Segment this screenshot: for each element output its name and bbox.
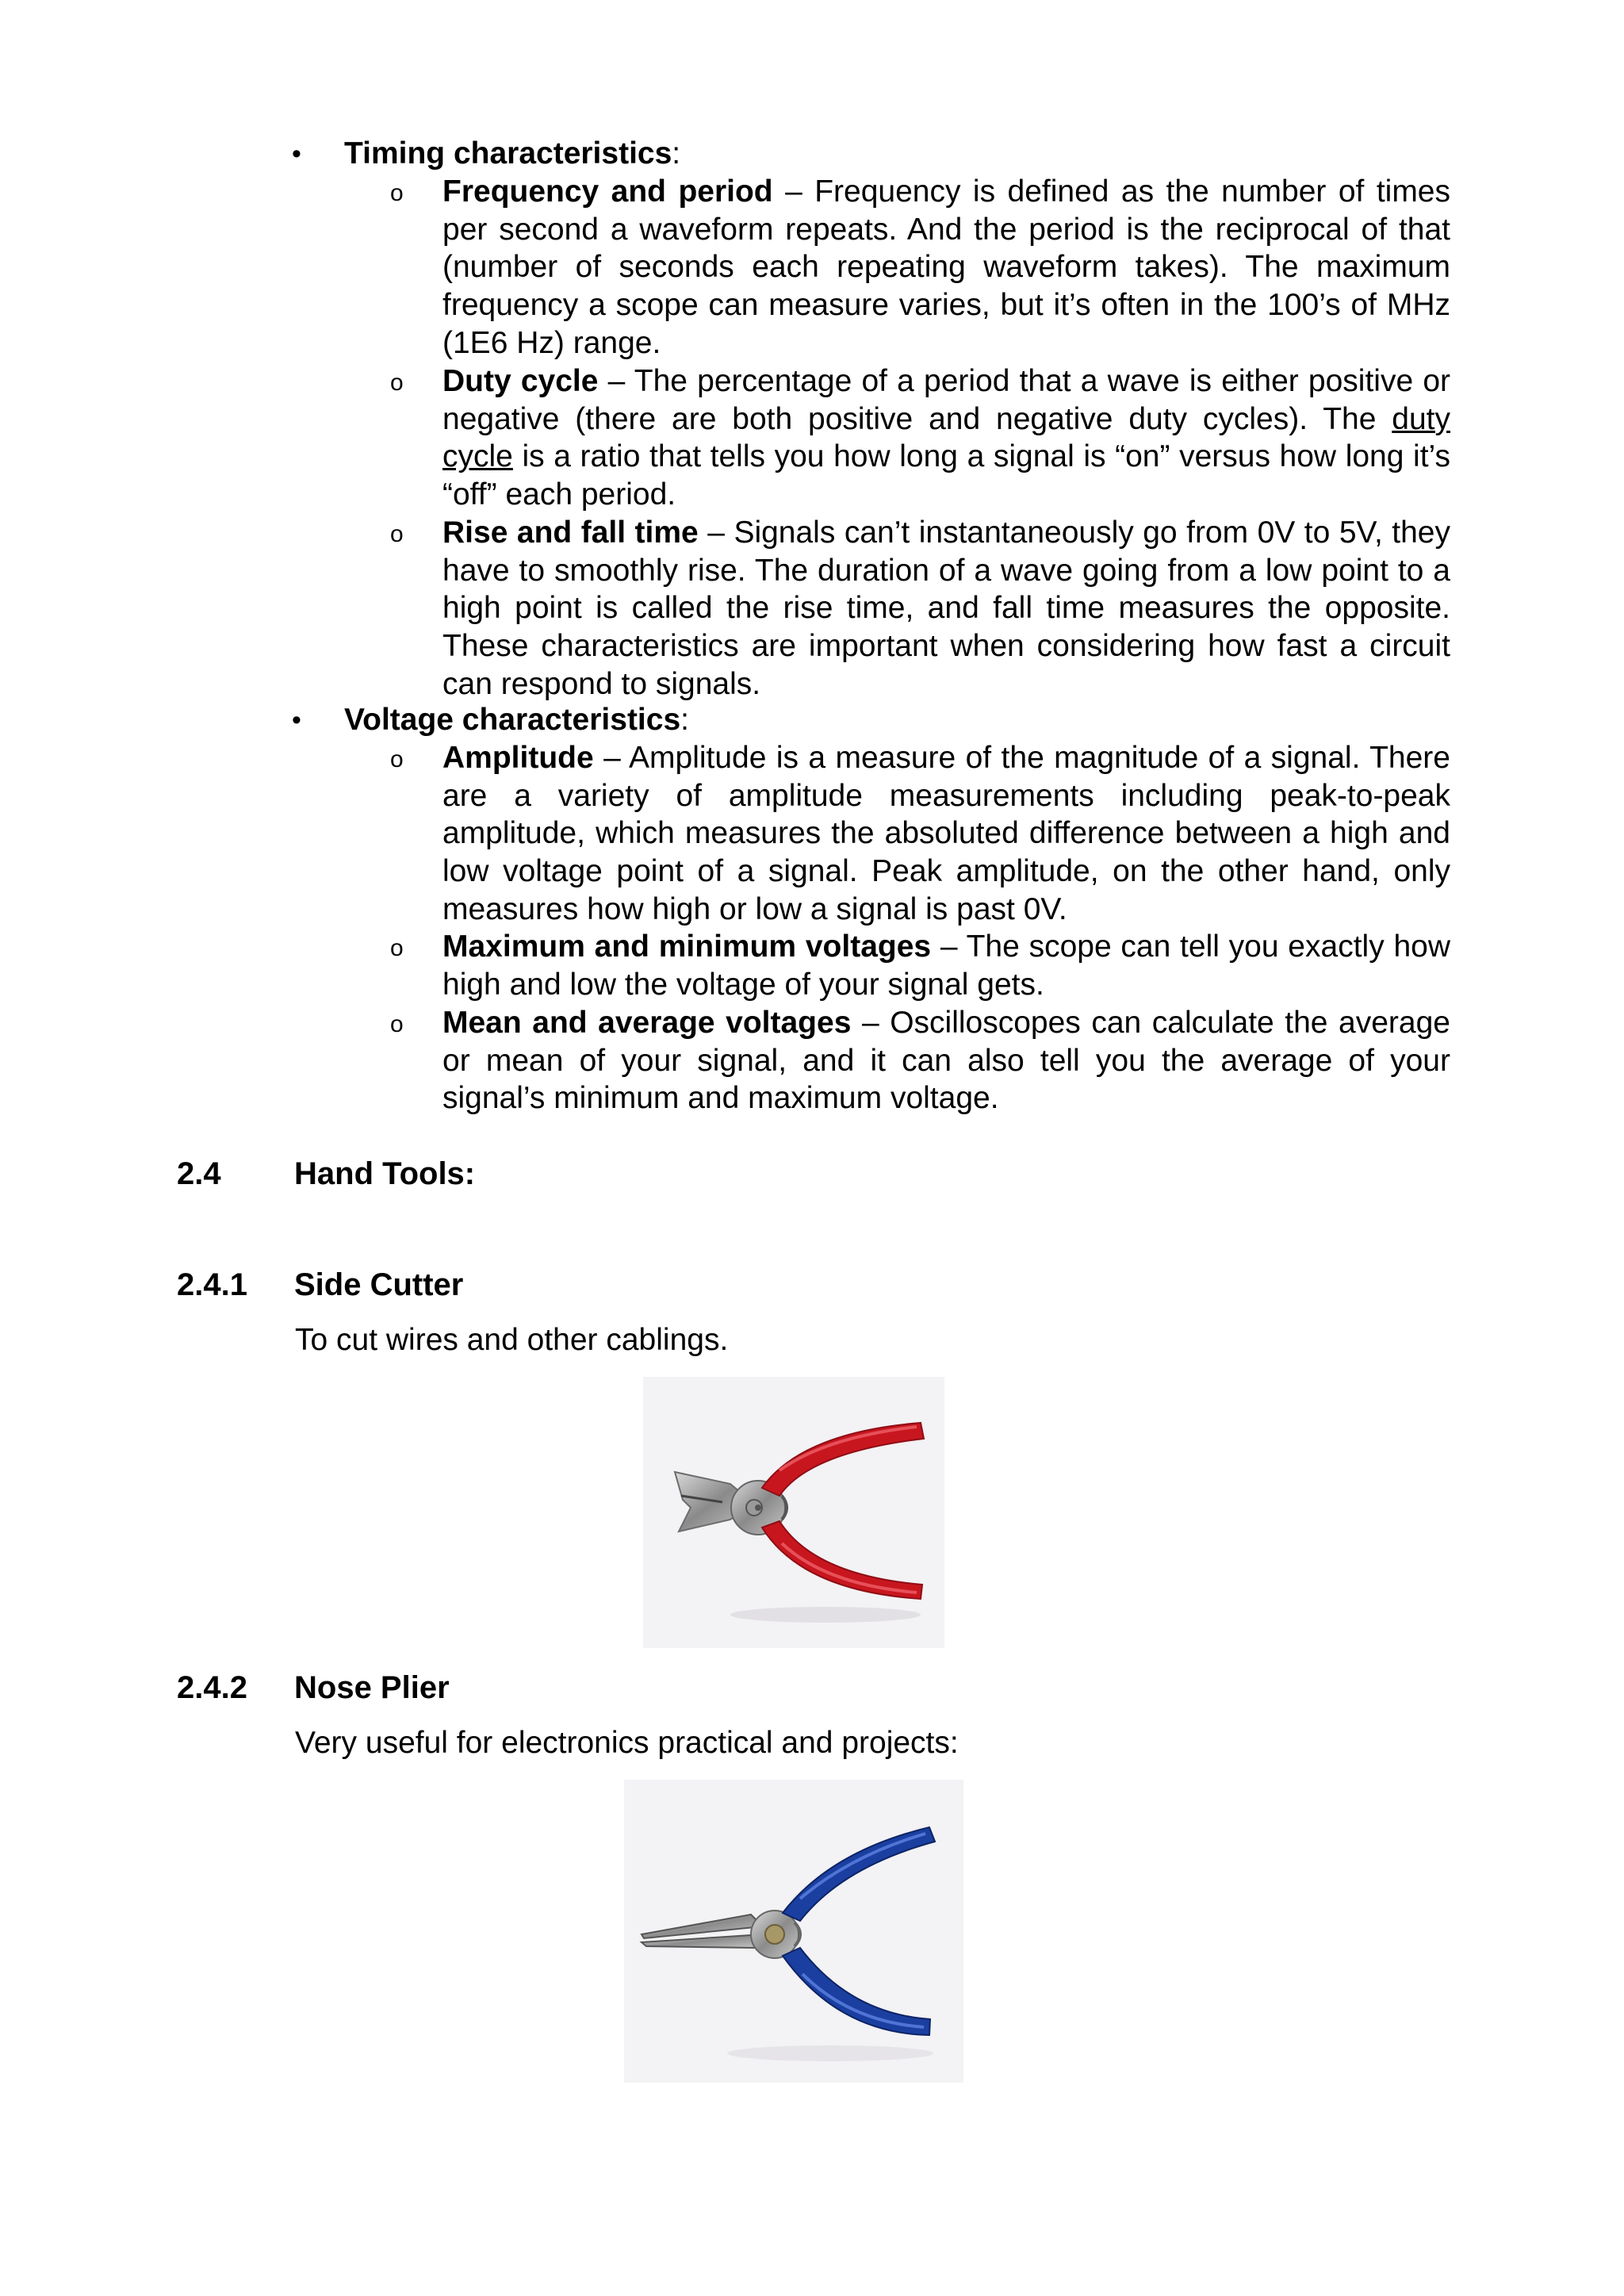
bullet-dot: • (292, 139, 301, 169)
sub-bullet: o (390, 180, 404, 206)
side-cutter-description: To cut wires and other cablings. (295, 1323, 729, 1357)
term-amplitude: Amplitude (442, 741, 594, 775)
term-mean-average-voltages: Mean and average voltages (442, 1006, 852, 1040)
nose-plier-photo (624, 1780, 963, 2083)
document-page: • Timing characteristics: o Frequency and period – Frequency is defined as the number of times per second a waveform repeats. And the period is the reciprocal of that (number of seconds each repeating waveform takes). The maximum frequency a scope can measure varies, but it’s often in the 100’s of MHz (1E6 Hz) range. o Duty cycle – The percentage of a period that a wave is either positive or negative (there are both positive and negative duty cycles). The duty cycle is a ratio that tells you how long a signal is “on” versus how long it’s “off” each period. o Rise and fall time – Signals can’t instantaneously go from 0V to 5V, they have to smoothly rise. The duration of a wave going from a low point to a high point is called the rise time, and fall time measures the opposite. These characteristics are important when considering how fast a circuit can respond to signals. • Voltage characteristics: o Amplitude – Amplitude is a measure of the magnitude of a signal. There are a variety of amplitude measurements including peak-to-peak amplitude, which measures the absoluted difference between a high and low voltage point of a signal. Peak amplitude, on the other hand, only measures how high or low a signal is past 0V. o Maximum and minimum voltages – The scope can tell you exactly how high and low the voltage of your signal gets. o Mean and average voltages – Oscilloscopes can calculate the average or mean of your signal, and it can also tell you the average of your signal’s minimum and maximum voltage. 2.4 Hand Tools: 2.4.1 Side Cutter To cut wires and other cablings. 2.4.2 Nose Plier Very useful for electronics practical and projects: (0, 0, 1624, 2296)
desc-max-min-voltages: The scope can tell you exactly how high and low the voltage of your signal gets. (442, 930, 1450, 1002)
sub-bullet: o (390, 935, 404, 961)
desc-rise-fall-time: Signals can’t instantaneously go from 0V to 5V, they have to smoothly rise. The duration of a wave going from a low point to a high point is called the rise time, and fall time measures the opposite. These characteristics are important when considering how fast a circuit can respond to signals. (442, 516, 1450, 701)
sub-bullet: o (390, 521, 404, 547)
desc-frequency-period: Frequency is defined as the number of times per second a waveform repeats. And the period is the reciprocal of that (number of seconds each repeating waveform takes). The maximum frequency a scope can measure varies, but it’s often in the 100’s of MHz (1E6 Hz) range. (442, 174, 1450, 360)
sub-bullet: o (390, 1011, 404, 1037)
heading-voltage: Voltage characteristics (344, 703, 681, 737)
duty-cycle-link[interactable]: duty cycle (442, 401, 1450, 474)
desc-mean-average-voltages: Oscilloscopes can calculate the average or mean of your signal, and it can also tell you the average of your signal’s minimum and maximum voltage. (442, 1006, 1450, 1116)
heading-timing: Timing characteristics (344, 136, 672, 171)
sub-bullet: o (390, 370, 404, 396)
term-rise-fall-time: Rise and fall time (442, 516, 699, 550)
side-cutter-photo (643, 1377, 944, 1648)
term-max-min-voltages: Maximum and minimum voltages (442, 930, 932, 964)
term-duty-cycle: Duty cycle (442, 364, 599, 398)
sub-bullet: o (390, 746, 404, 772)
nose-plier-description: Very useful for electronics practical and projects: (295, 1726, 959, 1760)
desc-amplitude: Amplitude is a measure of the magnitude of a signal. There are a variety of amplitude measurements including peak-to-peak amplitude, which measures the absoluted difference between a high and low voltage point of a signal. Peak amplitude, on the other hand, only measures how high or low a signal is past 0V. (442, 741, 1450, 926)
nose-plier-illustration (624, 1780, 963, 2083)
side-cutter-illustration (643, 1377, 944, 1648)
bullet-dot: • (292, 705, 301, 735)
term-frequency-period: Frequency and period (442, 174, 773, 209)
